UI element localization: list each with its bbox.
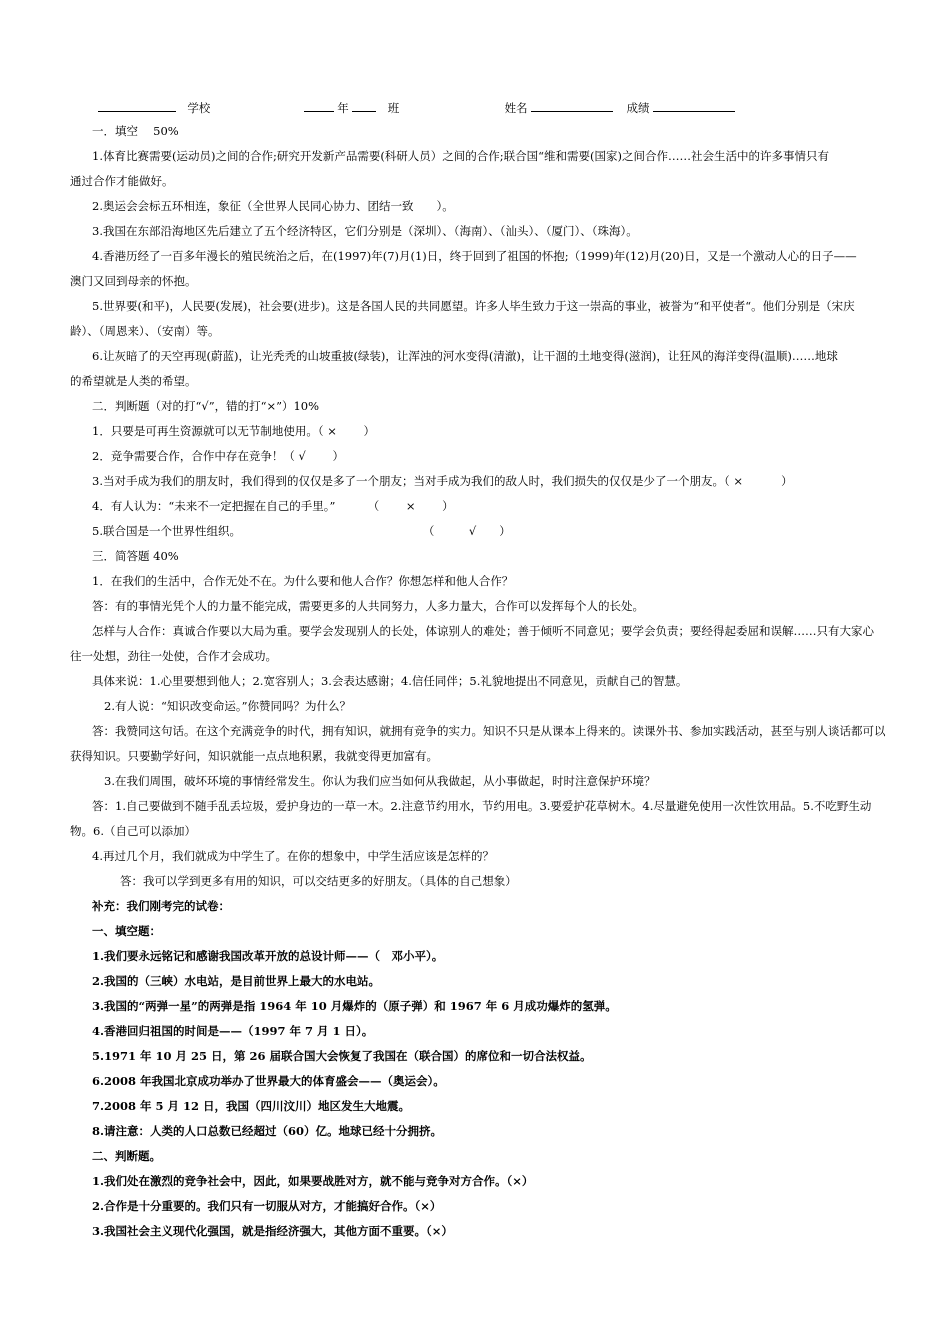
text-line: 4．有人认为：“未来不一定把握在自己的手里。” （ × ）	[92, 499, 454, 513]
text-line: 2．竞争需要合作，合作中存在竞争！（ √ ）	[92, 449, 344, 463]
text-line: 1．只要是可再生资源就可以无节制地使用。（ × ）	[92, 424, 376, 438]
class-label: 班	[387, 101, 400, 115]
supplement-fill-heading: 一、填空题：	[92, 924, 161, 938]
text-line: 获得知识。只要勤学好问，知识就能一点点地积累，我就变得更加富有。	[70, 749, 438, 763]
text-line: 往一处想，劲往一处使，合作才会成功。	[70, 649, 277, 663]
text-line: 3.我国的“两弹一星”的两弹是指 1964 年 10 月爆炸的（原子弹）和 1967 年 6 月成功爆炸的氢弹。	[92, 999, 617, 1013]
year-blank[interactable]	[304, 99, 334, 112]
year-label: 年	[337, 101, 349, 115]
supplement-judge-heading: 二、判断题。	[92, 1149, 161, 1163]
score-label: 成绩	[626, 101, 650, 115]
score-blank[interactable]	[653, 99, 735, 112]
text-line: 1.体育比赛需要(运动员)之间的合作;研究开发新产品需要(科研人员）之间的合作;联合国“维和需要(国家)之间合作……社会生活中的许多事情只有	[92, 149, 830, 163]
text-line: 答：1.自己要做到不随手乱丢垃圾，爱护身边的一草一木。2.注意节约用水，节约用电。3.要爱护花草树木。4.尽量避免使用一次性饮用品。5.不吃野生动	[92, 799, 872, 813]
text-line: 5.1971 年 10 月 25 日，第 26 届联合国大会恢复了我国在（联合国）的席位和一切合法权益。	[92, 1049, 592, 1063]
text-line: 物。6.（自己可以添加）	[70, 824, 196, 838]
school-label: 学校	[187, 101, 211, 115]
text-line: 答：我可以学到更多有用的知识，可以交结更多的好朋友。（具体的自己想象）	[120, 874, 517, 888]
text-line: 通过合作才能做好。	[70, 174, 174, 188]
text-line: 4.香港回归祖国的时间是——（1997 年 7 月 1 日）。	[92, 1024, 374, 1038]
section-fill-blank-heading: 一．填空 50%	[92, 124, 179, 138]
text-line: 2.我国的（三峡）水电站，是目前世界上最大的水电站。	[92, 974, 381, 988]
name-label: 姓名	[504, 101, 528, 115]
text-line: 2.合作是十分重要的。我们只有一切服从对方，才能搞好合作。（×）	[92, 1199, 442, 1213]
text-line: 龄）、（周恩来）、（安南）等。	[70, 324, 220, 338]
header-row	[98, 99, 735, 116]
text-line: 的希望就是人类的希望。	[70, 374, 197, 388]
text-line: 答：我赞同这句话。在这个充满竞争的时代，拥有知识，就拥有竞争的实力。知识不只是从课本上得来的。读课外书、参加实践活动，甚至与别人谈话都可以	[92, 724, 886, 738]
text-line: 2.奥运会会标五环相连，象征（全世界人民同心协力、团结一致 ）。	[92, 199, 454, 213]
text-line: 答：有的事情光凭个人的力量不能完成，需要更多的人共同努力，人多力量大，合作可以发挥每个人的长处。	[92, 599, 644, 613]
class-blank[interactable]	[352, 99, 376, 112]
text-line: 1.我们处在激烈的竞争社会中，因此，如果要战胜对方，就不能与竞争对方合作。（×）	[92, 1174, 534, 1188]
text-line: 4.再过几个月，我们就成为中学生了。在你的想象中，中学生活应该是怎样的？	[92, 849, 494, 863]
school-blank[interactable]	[98, 99, 176, 112]
text-line: 具体来说：1.心里要想到他人；2.宽容别人；3.会表达感谢；4.信任同伴；5.礼貌地提出不同意见，贡献自己的智慧。	[92, 674, 688, 688]
text-line: 怎样与人合作：真诚合作要以大局为重。要学会发现别人的长处，体谅别人的难处；善于倾听不同意见；要学会负责；要经得起委屈和误解……只有大家心	[92, 624, 874, 638]
text-line: 3.在我们周围，破坏环境的事情经常发生。你认为我们应当如何从我做起，从小事做起，时时注意保护环境？	[104, 774, 656, 788]
supplement-heading: 补充：我们刚考完的试卷：	[92, 899, 230, 913]
text-line: 3.当对手成为我们的朋友时，我们得到的仅仅是多了一个朋友；当对手成为我们的敌人时，我们损失的仅仅是少了一个朋友。（ × ）	[92, 474, 793, 488]
text-line: 2.有人说：“知识改变命运。”你赞同吗？为什么？	[104, 699, 351, 713]
text-line: 1.我们要永远铭记和感谢我国改革开放的总设计师——（ 邓小平）。	[92, 949, 444, 963]
text-line: 6.让灰暗了的天空再现(蔚蓝)，让光秃秃的山坡重披(绿装)，让浑浊的河水变得(清澈)，让干涸的土地变得(滋润)，让狂风的海洋变得(温顺)……地球	[92, 349, 838, 363]
section-short-answer-heading: 三．简答题 40%	[92, 549, 179, 563]
text-line: 5.世界要(和平)，人民要(发展)，社会要(进步)。这是各国人民的共同愿望。许多人毕生致力于这一崇高的事业，被誉为“和平使者“。他们分别是（宋庆	[92, 299, 855, 313]
text-line: 6.2008 年我国北京成功举办了世界最大的体育盛会——（奥运会）。	[92, 1074, 445, 1088]
text-line: 1．在我们的生活中，合作无处不在。为什么要和他人合作？你想怎样和他人合作？	[92, 574, 514, 588]
name-blank[interactable]	[531, 99, 613, 112]
text-line: 澳门又回到母亲的怀抱。	[70, 274, 197, 288]
text-line: 3.我国社会主义现代化强国，就是指经济强大，其他方面不重要。（×）	[92, 1224, 453, 1238]
text-line: 8.请注意：人类的人口总数已经超过（60）亿。地球已经十分拥挤。	[92, 1124, 443, 1138]
text-line: 7.2008 年 5 月 12 日，我国（四川汶川）地区发生大地震。	[92, 1099, 411, 1113]
text-line: 3.我国在东部沿海地区先后建立了五个经济特区，它们分别是（深圳）、（海南）、（汕头）、（厦门）、（珠海）。	[92, 224, 638, 238]
text-line: 5.联合国是一个世界性组织。 （ √ ）	[92, 524, 511, 538]
section-judge-heading: 二．判断题（对的打“√”，错的打“×”）10%	[92, 399, 320, 413]
text-line: 4.香港历经了一百多年漫长的殖民统治之后，在(1997)年(7)月(1)日，终于回到了祖国的怀抱;（1999)年(12)月(20)日，又是一个激动人心的日子——	[92, 249, 857, 263]
